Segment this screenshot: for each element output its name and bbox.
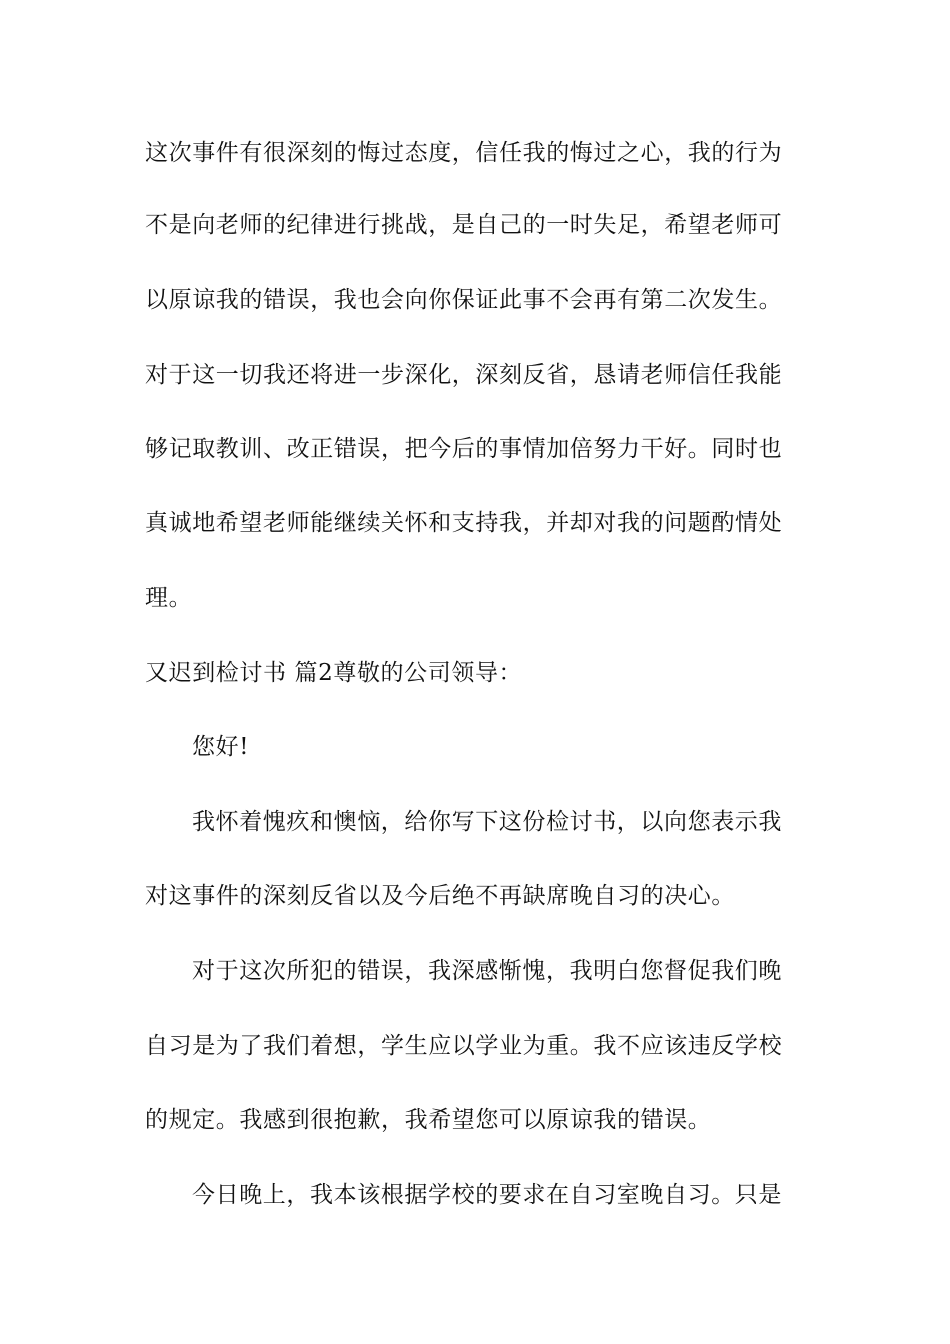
text-line: 够记取教训、改正错误，把今后的事情加倍努力干好。同时也 bbox=[145, 436, 783, 462]
text-line: 对这事件的深刻反省以及今后绝不再缺席晚自习的决心。 bbox=[145, 883, 735, 909]
text-line: 的规定。我感到很抱歉，我希望您可以原谅我的错误。 bbox=[145, 1107, 712, 1133]
greeting: 您好! bbox=[192, 734, 250, 760]
paragraph-start: 今日晚上，我本该根据学校的要求在自习室晚自习。只是 bbox=[192, 1182, 782, 1208]
text-line: 真诚地希望老师能继续关怀和支持我，并却对我的问题酌情处 bbox=[145, 510, 783, 536]
text-line: 这次事件有很深刻的悔过态度，信任我的悔过之心，我的行为 bbox=[145, 140, 783, 166]
paragraph-start: 我怀着愧疚和懊恼，给你写下这份检讨书，以向您表示我 bbox=[192, 809, 782, 835]
text-line: 理。 bbox=[145, 585, 193, 611]
text-line: 自习是为了我们着想，学生应以学业为重。我不应该违反学校 bbox=[145, 1033, 783, 1059]
paragraph-start: 对于这次所犯的错误，我深感惭愧，我明白您督促我们晚 bbox=[192, 958, 782, 984]
text-line: 不是向老师的纪律进行挑战，是自己的一时失足，希望老师可 bbox=[145, 212, 783, 238]
text-line: 以原谅我的错误，我也会向你保证此事不会再有第二次发生。 bbox=[145, 287, 783, 313]
text-line: 对于这一切我还将进一步深化，深刻反省，恳请老师信任我能 bbox=[145, 362, 783, 388]
section-heading: 又迟到检讨书 篇2尊敬的公司领导： bbox=[145, 660, 523, 686]
